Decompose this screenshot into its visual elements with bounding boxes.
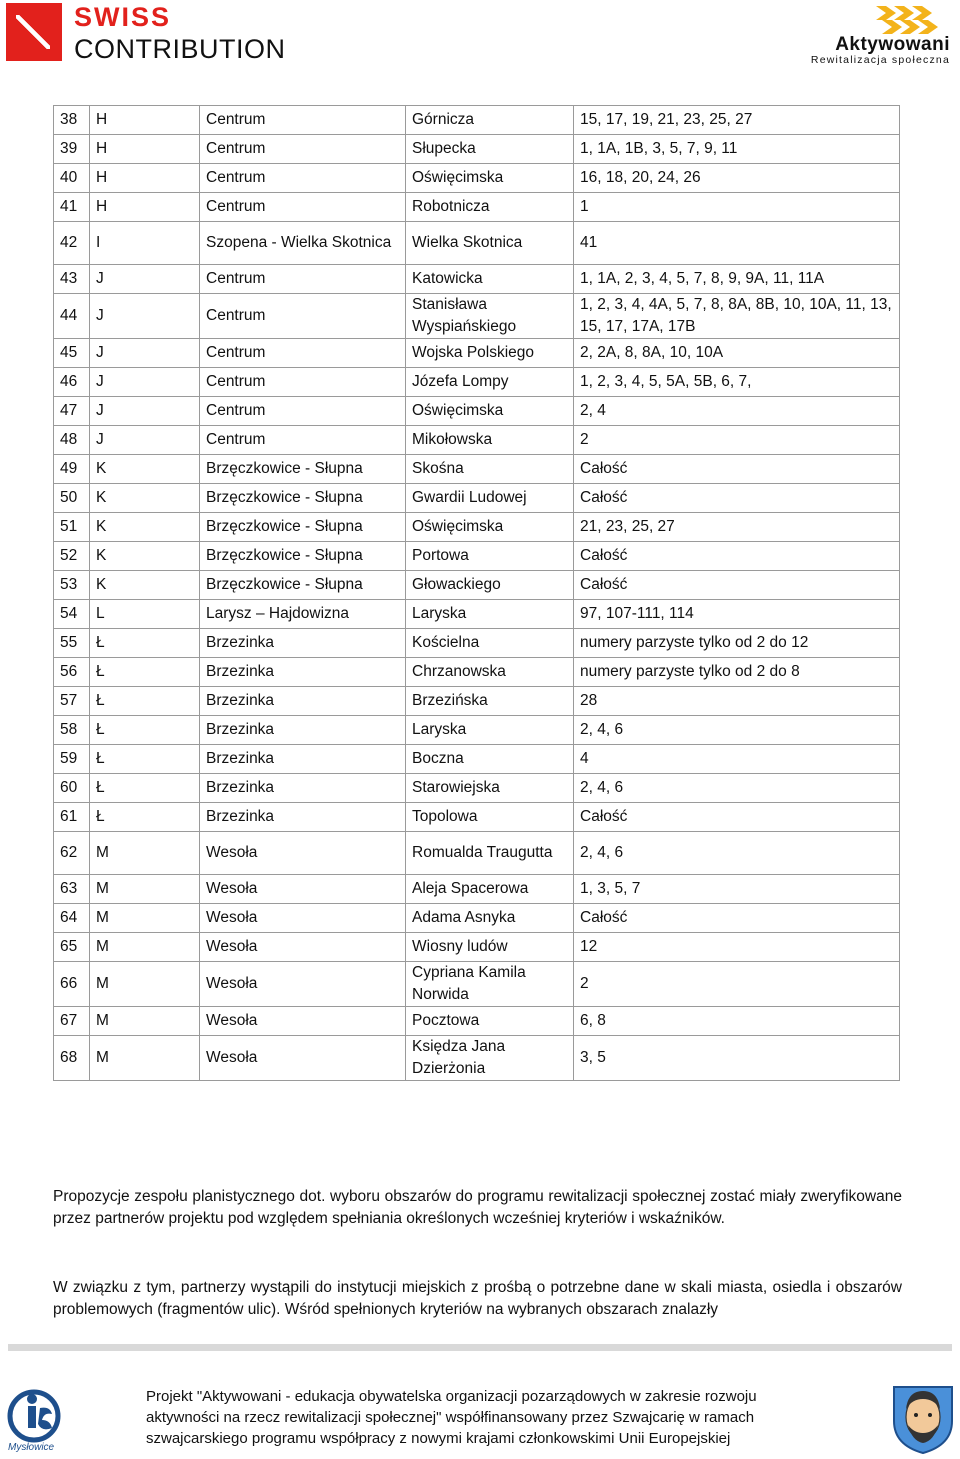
aktywowani-chevrons-icon: [876, 4, 950, 34]
house-numbers-cell: Całość: [574, 571, 900, 600]
house-numbers-cell: numery parzyste tylko od 2 do 8: [574, 658, 900, 687]
row-number-cell: 66: [54, 962, 90, 1007]
area-code-cell: H: [90, 106, 200, 135]
table-row: [54, 933, 900, 962]
table-row: [54, 803, 900, 832]
row-number-cell: 54: [54, 600, 90, 629]
table-row: [54, 904, 900, 933]
footer-project-text: [146, 1386, 846, 1449]
street-cell: Topolowa: [406, 803, 574, 832]
area-name-cell: Centrum: [200, 368, 406, 397]
area-name-cell: Brzezinka: [200, 716, 406, 745]
streets-table: [53, 105, 900, 1081]
house-numbers-cell: 2, 2A, 8, 8A, 10, 10A: [574, 339, 900, 368]
area-code-cell: J: [90, 339, 200, 368]
row-number-cell: 65: [54, 933, 90, 962]
house-numbers-cell: 1, 2, 3, 4, 5, 5A, 5B, 6, 7,: [574, 368, 900, 397]
area-code-cell: H: [90, 164, 200, 193]
coat-of-arms-face-icon: [890, 1383, 956, 1455]
house-numbers-cell: 2, 4, 6: [574, 774, 900, 803]
area-code-cell: M: [90, 875, 200, 904]
street-cell: Oświęcimska: [406, 513, 574, 542]
table-row: [54, 193, 900, 222]
area-name-cell: Centrum: [200, 397, 406, 426]
row-number-cell: 56: [54, 658, 90, 687]
house-numbers-cell: 1, 1A, 1B, 3, 5, 7, 9, 11: [574, 135, 900, 164]
footer-divider: [8, 1344, 952, 1351]
area-name-cell: Centrum: [200, 164, 406, 193]
street-cell: Laryska: [406, 600, 574, 629]
row-number-cell: 39: [54, 135, 90, 164]
area-name-cell: Brzezinka: [200, 687, 406, 716]
table-row: [54, 658, 900, 687]
area-code-cell: K: [90, 542, 200, 571]
table-row: [54, 542, 900, 571]
table-row: [54, 222, 900, 265]
street-cell: Boczna: [406, 745, 574, 774]
table-row: [54, 1036, 900, 1081]
area-code-cell: H: [90, 135, 200, 164]
area-code-cell: L: [90, 600, 200, 629]
row-number-cell: 49: [54, 455, 90, 484]
row-number-cell: 61: [54, 803, 90, 832]
street-cell: Stanisława Wyspiańskiego: [406, 294, 574, 339]
row-number-cell: 40: [54, 164, 90, 193]
table-row: [54, 106, 900, 135]
street-cell: Mikołowska: [406, 426, 574, 455]
area-name-cell: Brzezinka: [200, 629, 406, 658]
area-code-cell: J: [90, 426, 200, 455]
area-code-cell: Ł: [90, 687, 200, 716]
area-name-cell: Wesoła: [200, 962, 406, 1007]
row-number-cell: 48: [54, 426, 90, 455]
row-number-cell: 43: [54, 265, 90, 294]
street-cell: Starowiejska: [406, 774, 574, 803]
street-cell: Cypriana Kamila Norwida: [406, 962, 574, 1007]
swiss-flag-logo-icon: [6, 3, 62, 61]
table-row: [54, 164, 900, 193]
table-row: [54, 687, 900, 716]
row-number-cell: 55: [54, 629, 90, 658]
table-row: [54, 455, 900, 484]
house-numbers-cell: 16, 18, 20, 24, 26: [574, 164, 900, 193]
area-name-cell: Wesoła: [200, 933, 406, 962]
area-name-cell: Centrum: [200, 193, 406, 222]
city-logo-label: Mysłowice: [8, 1442, 55, 1453]
row-number-cell: 62: [54, 832, 90, 875]
street-cell: Chrzanowska: [406, 658, 574, 687]
area-code-cell: J: [90, 265, 200, 294]
paragraph-data-request: W związku z tym, partnerzy wystąpili do instytucji miejskich z prośbą o potrzebne dane w skali miasta, osiedla i obszarów problemowych (fragmentów ulic). Wśród spełnionych kryteriów na wybranych obszarach znalazły: [53, 1278, 902, 1318]
area-code-cell: M: [90, 962, 200, 1007]
row-number-cell: 44: [54, 294, 90, 339]
area-name-cell: Larysz – Hajdowizna: [200, 600, 406, 629]
area-name-cell: Brzezinka: [200, 803, 406, 832]
street-cell: Gwardii Ludowej: [406, 484, 574, 513]
street-cell: Oświęcimska: [406, 164, 574, 193]
street-cell: Księdza Jana Dzierżonia: [406, 1036, 574, 1081]
table-row: [54, 962, 900, 1007]
table-row: [54, 294, 900, 339]
row-number-cell: 60: [54, 774, 90, 803]
footer-text-line: szwajcarskiego programu współpracy z nowymi krajami członkowskimi Unii Europejskiej: [146, 1430, 731, 1447]
house-numbers-cell: Całość: [574, 455, 900, 484]
street-cell: Kościelna: [406, 629, 574, 658]
street-cell: Wielka Skotnica: [406, 222, 574, 265]
row-number-cell: 63: [54, 875, 90, 904]
street-cell: Portowa: [406, 542, 574, 571]
page-header: [0, 0, 960, 80]
street-cell: Górnicza: [406, 106, 574, 135]
house-numbers-cell: 6, 8: [574, 1007, 900, 1036]
house-numbers-cell: 1, 3, 5, 7: [574, 875, 900, 904]
table-row: [54, 745, 900, 774]
table-row: [54, 600, 900, 629]
area-name-cell: Wesoła: [200, 904, 406, 933]
area-code-cell: J: [90, 294, 200, 339]
area-name-cell: Brzezinka: [200, 658, 406, 687]
house-numbers-cell: 2, 4: [574, 397, 900, 426]
table-row: [54, 339, 900, 368]
house-numbers-cell: numery parzyste tylko od 2 do 12: [574, 629, 900, 658]
house-numbers-cell: 2, 4, 6: [574, 832, 900, 875]
table-row: [54, 875, 900, 904]
house-numbers-cell: 2: [574, 962, 900, 1007]
row-number-cell: 46: [54, 368, 90, 397]
area-code-cell: M: [90, 933, 200, 962]
table-row: [54, 397, 900, 426]
house-numbers-cell: 15, 17, 19, 21, 23, 25, 27: [574, 106, 900, 135]
streets-table-body: [54, 106, 900, 1081]
area-name-cell: Brzęczkowice - Słupna: [200, 484, 406, 513]
contribution-logo-text: CONTRIBUTION: [74, 34, 286, 64]
table-row: [54, 774, 900, 803]
row-number-cell: 41: [54, 193, 90, 222]
street-cell: Aleja Spacerowa: [406, 875, 574, 904]
area-name-cell: Brzęczkowice - Słupna: [200, 571, 406, 600]
area-code-cell: Ł: [90, 716, 200, 745]
street-cell: Oświęcimska: [406, 397, 574, 426]
area-code-cell: K: [90, 513, 200, 542]
area-code-cell: Ł: [90, 745, 200, 774]
row-number-cell: 50: [54, 484, 90, 513]
row-number-cell: 67: [54, 1007, 90, 1036]
area-code-cell: J: [90, 368, 200, 397]
house-numbers-cell: 28: [574, 687, 900, 716]
street-cell: Skośna: [406, 455, 574, 484]
row-number-cell: 52: [54, 542, 90, 571]
table-row: [54, 135, 900, 164]
house-numbers-cell: 2, 4, 6: [574, 716, 900, 745]
aktywowani-logo-subtitle: Rewitalizacja społeczna: [810, 54, 950, 66]
area-code-cell: M: [90, 904, 200, 933]
house-numbers-cell: Całość: [574, 803, 900, 832]
street-cell: Romualda Traugutta: [406, 832, 574, 875]
street-cell: Józefa Lompy: [406, 368, 574, 397]
area-name-cell: Centrum: [200, 135, 406, 164]
table-row: [54, 629, 900, 658]
area-name-cell: Brzęczkowice - Słupna: [200, 513, 406, 542]
row-number-cell: 45: [54, 339, 90, 368]
area-code-cell: K: [90, 571, 200, 600]
area-name-cell: Wesoła: [200, 875, 406, 904]
area-name-cell: Szopena - Wielka Skotnica: [200, 222, 406, 265]
street-cell: Głowackiego: [406, 571, 574, 600]
row-number-cell: 38: [54, 106, 90, 135]
myslowice-city-logo-icon: [4, 1386, 74, 1456]
street-cell: Brzezińska: [406, 687, 574, 716]
swiss-logo-text: SWISS: [74, 2, 172, 32]
area-code-cell: Ł: [90, 629, 200, 658]
area-code-cell: Ł: [90, 803, 200, 832]
area-name-cell: Centrum: [200, 294, 406, 339]
table-row: [54, 832, 900, 875]
row-number-cell: 58: [54, 716, 90, 745]
street-cell: Laryska: [406, 716, 574, 745]
street-cell: Wojska Polskiego: [406, 339, 574, 368]
row-number-cell: 47: [54, 397, 90, 426]
house-numbers-cell: 12: [574, 933, 900, 962]
house-numbers-cell: Całość: [574, 542, 900, 571]
street-cell: Robotnicza: [406, 193, 574, 222]
house-numbers-cell: 1, 1A, 2, 3, 4, 5, 7, 8, 9, 9A, 11, 11A: [574, 265, 900, 294]
aktywowani-logo-title: Aktywowani: [835, 34, 950, 55]
area-code-cell: K: [90, 484, 200, 513]
house-numbers-cell: 4: [574, 745, 900, 774]
table-row: [54, 1007, 900, 1036]
area-name-cell: Centrum: [200, 265, 406, 294]
table-row: [54, 716, 900, 745]
street-cell: Katowicka: [406, 265, 574, 294]
row-number-cell: 51: [54, 513, 90, 542]
table-row: [54, 513, 900, 542]
footer-text-line: Projekt "Aktywowani - edukacja obywatelska organizacji pozarządowych w zakresie rozwoju: [146, 1388, 757, 1405]
area-name-cell: Brzęczkowice - Słupna: [200, 455, 406, 484]
area-code-cell: I: [90, 222, 200, 265]
area-code-cell: Ł: [90, 774, 200, 803]
house-numbers-cell: Całość: [574, 904, 900, 933]
house-numbers-cell: Całość: [574, 484, 900, 513]
area-code-cell: Ł: [90, 658, 200, 687]
row-number-cell: 68: [54, 1036, 90, 1081]
street-cell: Pocztowa: [406, 1007, 574, 1036]
row-number-cell: 64: [54, 904, 90, 933]
table-row: [54, 426, 900, 455]
area-name-cell: Brzezinka: [200, 774, 406, 803]
house-numbers-cell: 2: [574, 426, 900, 455]
row-number-cell: 53: [54, 571, 90, 600]
area-name-cell: Wesoła: [200, 1036, 406, 1081]
table-row: [54, 265, 900, 294]
area-name-cell: Centrum: [200, 339, 406, 368]
area-name-cell: Wesoła: [200, 832, 406, 875]
row-number-cell: 57: [54, 687, 90, 716]
footer-text-line: aktywności na rzecz rewitalizacji społecznej" współfinansowany przez Szwajcarię w ramach: [146, 1409, 755, 1426]
house-numbers-cell: 1, 2, 3, 4, 4A, 5, 7, 8, 8A, 8B, 10, 10A, 11, 13, 15, 17, 17A, 17B: [574, 294, 900, 339]
area-code-cell: M: [90, 832, 200, 875]
house-numbers-cell: 21, 23, 25, 27: [574, 513, 900, 542]
house-numbers-cell: 3, 5: [574, 1036, 900, 1081]
table-row: [54, 484, 900, 513]
house-numbers-cell: 97, 107-111, 114: [574, 600, 900, 629]
area-name-cell: Brzezinka: [200, 745, 406, 774]
street-cell: Wiosny ludów: [406, 933, 574, 962]
area-name-cell: Wesoła: [200, 1007, 406, 1036]
row-number-cell: 59: [54, 745, 90, 774]
paragraph-verification: Propozycje zespołu planistycznego dot. wyboru obszarów do programu rewitalizacji społecznej zostać miały zweryfikowane przez partnerów projektu pod względem spełniania określonych wcześniej kryteriów i wskaźników.: [53, 1187, 902, 1227]
area-name-cell: Brzęczkowice - Słupna: [200, 542, 406, 571]
row-number-cell: 42: [54, 222, 90, 265]
area-code-cell: H: [90, 193, 200, 222]
area-name-cell: Centrum: [200, 106, 406, 135]
table-row: [54, 571, 900, 600]
street-cell: Słupecka: [406, 135, 574, 164]
area-name-cell: Centrum: [200, 426, 406, 455]
area-code-cell: M: [90, 1036, 200, 1081]
table-row: [54, 368, 900, 397]
street-cell: Adama Asnyka: [406, 904, 574, 933]
house-numbers-cell: 1: [574, 193, 900, 222]
area-code-cell: M: [90, 1007, 200, 1036]
area-code-cell: K: [90, 455, 200, 484]
area-code-cell: J: [90, 397, 200, 426]
house-numbers-cell: 41: [574, 222, 900, 265]
